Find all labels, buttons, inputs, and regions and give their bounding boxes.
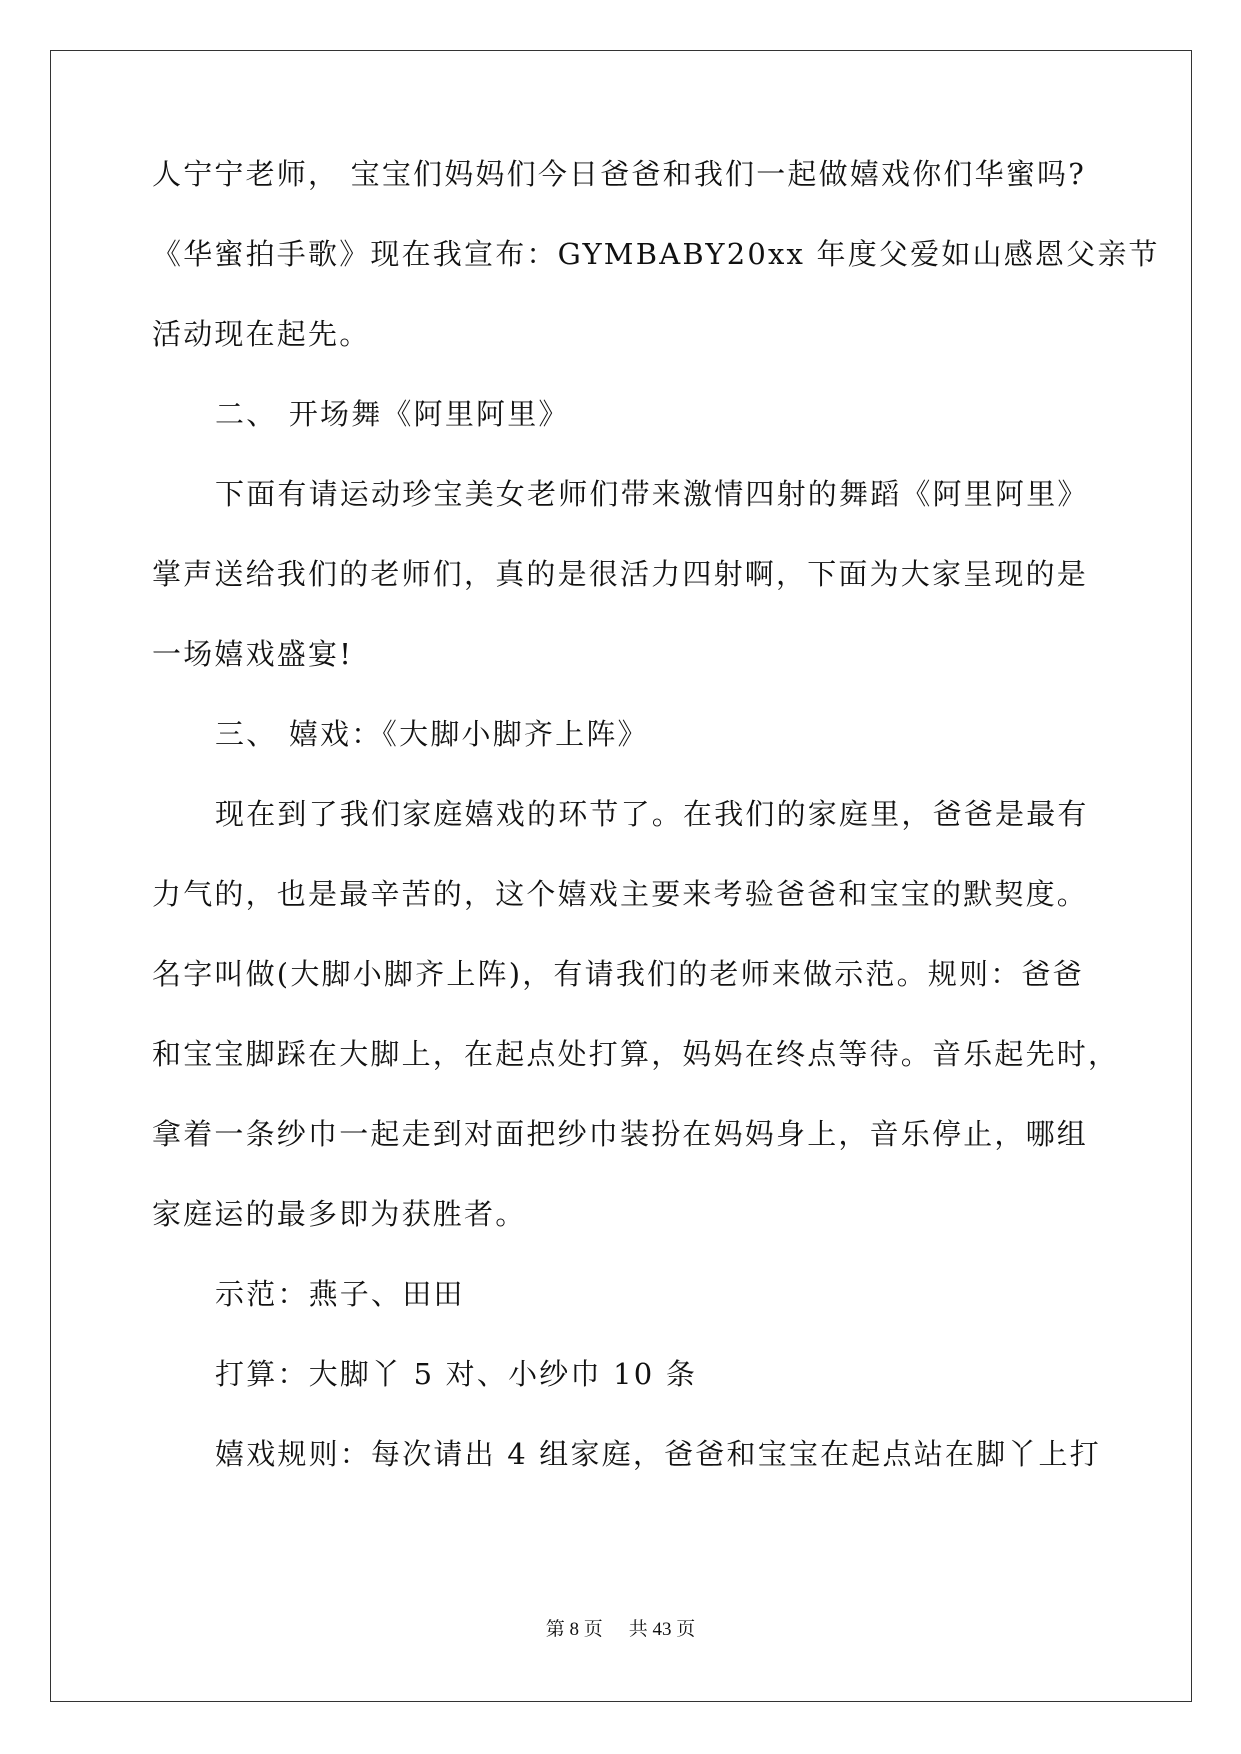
text-line: 现在到了我们家庭嬉戏的环节了。在我们的家庭里，爸爸是最有 xyxy=(215,797,1089,831)
text-line: 力气的，也是最辛苦的，这个嬉戏主要来考验爸爸和宝宝的默契度。 xyxy=(152,877,1089,911)
text-line: 拿着一条纱巾一起走到对面把纱巾装扮在妈妈身上，音乐停止，哪组 xyxy=(152,1117,1089,1151)
text-line: 一场嬉戏盛宴! xyxy=(152,637,354,671)
section-heading: 二、 开场舞《阿里阿里》 xyxy=(215,397,570,431)
text-line: 掌声送给我们的老师们，真的是很活力四射啊，下面为大家呈现的是 xyxy=(152,557,1089,591)
text-line: 和宝宝脚踩在大脚上，在起点处打算，妈妈在终点等待。音乐起先时， xyxy=(152,1037,1120,1071)
text-line: 活动现在起先。 xyxy=(152,317,371,351)
text-line: 示范：燕子、田田 xyxy=(215,1277,465,1311)
page-number: 第 8 页 xyxy=(545,1619,603,1640)
text-line: 家庭运的最多即为获胜者。 xyxy=(152,1197,527,1231)
text-line: 人宁宁老师， 宝宝们妈妈们今日爸爸和我们一起做嬉戏你们华蜜吗? xyxy=(152,157,1086,191)
text-line: 《华蜜拍手歌》现在我宣布：GYMBABY20xx 年度父爱如山感恩父亲节 xyxy=(152,237,1160,271)
page-total: 共 43 页 xyxy=(628,1619,696,1640)
section-heading: 三、 嬉戏：《大脚小脚齐上阵》 xyxy=(215,717,649,751)
text-line: 打算：大脚丫 5 对、小纱巾 10 条 xyxy=(215,1357,698,1391)
page-footer xyxy=(0,1618,1241,1642)
text-line: 下面有请运动珍宝美女老师们带来激情四射的舞蹈《阿里阿里》 xyxy=(215,477,1089,511)
text-line: 嬉戏规则：每次请出 4 组家庭，爸爸和宝宝在起点站在脚丫上打 xyxy=(215,1437,1101,1471)
text-line: 名字叫做(大脚小脚齐上阵)，有请我们的老师来做示范。规则：爸爸 xyxy=(152,957,1084,991)
